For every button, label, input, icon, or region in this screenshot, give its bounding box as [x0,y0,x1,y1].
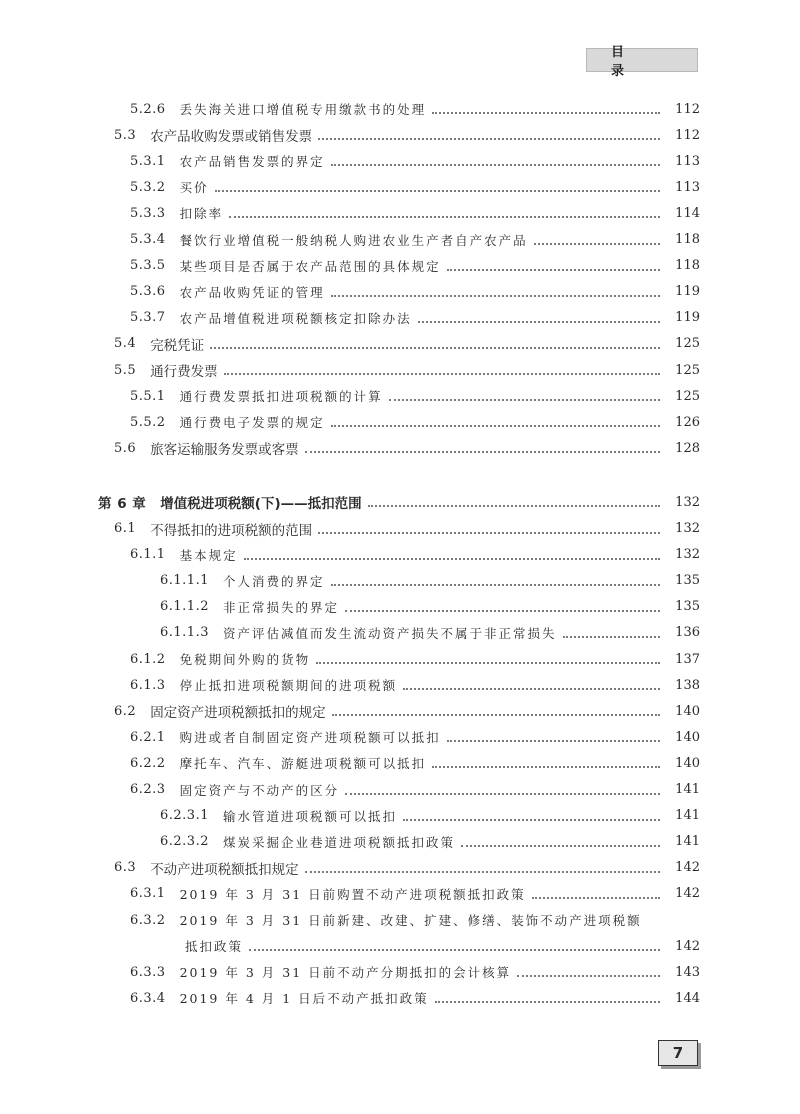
toc-chapter-entry[interactable] [98,490,700,514]
toc-entry-title: 通行费发票 [150,364,218,380]
toc-entry[interactable] [130,751,700,775]
toc-entry-page: 140 [675,703,700,719]
toc-entry-number: 6.2.2 [130,755,166,771]
toc-dot-leader [331,295,660,297]
toc-entry-title: 增值税进项税额(下)——抵扣范围 [160,496,362,513]
toc-entry-page: 142 [675,886,700,902]
toc-entry-title: 通行费发票抵扣进项税额的计算 [179,389,383,405]
toc-entry[interactable] [114,436,700,460]
toc-entry-number: 5.3.4 [130,232,166,247]
toc-entry-title: 抵扣政策 [185,939,244,955]
toc-entry[interactable] [160,830,700,854]
toc-entry-number: 5.2.6 [130,101,166,117]
toc-entry-title: 某些项目是否属于农产品范围的具体规定 [179,258,441,274]
toc-entry[interactable] [160,621,700,645]
toc-entry-title: 旅客运输服务发票或客票 [150,442,299,459]
toc-dot-leader [318,138,660,140]
toc-dot-leader [249,949,660,951]
toc-entry-page: 142 [675,938,700,954]
toc-entry-title: 2019 年 3 月 31 日前购置不动产进项税额抵扣政策 [179,886,526,902]
toc-entry-title: 不动产进项税额抵扣规定 [150,861,299,878]
toc-dot-leader [331,425,660,427]
toc-dot-leader [532,897,660,899]
toc-dot-leader [447,269,660,271]
toc-entry-page: 112 [675,127,700,143]
toc-entry[interactable] [130,149,700,173]
toc-entry[interactable] [130,986,700,1010]
toc-entry[interactable] [160,569,700,593]
toc-entry[interactable] [114,358,700,382]
toc-dot-leader [389,399,660,401]
toc-entry-number: 5.5.1 [130,388,166,404]
toc-entry-number: 5.4 [114,336,137,352]
toc-entry[interactable] [130,725,700,749]
toc-dot-leader [318,532,660,534]
toc-entry-title: 餐饮行业增值税一般纳税人购进农业生产者自产农产品 [179,232,528,248]
toc-entry-number: 6.1.1.2 [160,599,209,615]
toc-dot-leader [432,112,660,114]
toc-entry-number: 第 6 章 [98,496,147,513]
toc-entry-title: 不得抵扣的进项税额的范围 [150,522,313,539]
toc-entry-title: 购进或者自制固定资产进项税额可以抵扣 [179,730,441,746]
toc-dot-leader [210,347,660,349]
toc-entry-page: 144 [675,990,700,1006]
toc-entry-number: 6.2.3 [130,782,166,797]
toc-entry-number: 5.5.2 [130,414,166,430]
toc-entry-page: 142 [675,860,700,876]
toc-entry-number: 6.2.1 [130,729,166,745]
toc-dot-leader [224,373,660,375]
toc-entry-number: 6.2.3.1 [160,808,209,824]
toc-entry[interactable] [160,595,700,619]
toc-entry-title: 农产品销售发票的界定 [179,154,325,170]
toc-entry-number: 5.6 [114,440,137,456]
toc-entry-title: 买价 [179,180,209,196]
toc-entry[interactable] [130,228,700,252]
section-header-tab: 目 录 [586,48,698,72]
toc-entry-number: 5.3.2 [130,179,166,195]
page-number-box: 7 [658,1040,698,1066]
toc-entry-page: 141 [675,782,700,797]
toc-entry[interactable] [130,960,700,984]
toc-entry-page: 140 [675,755,700,771]
toc-entry[interactable] [130,384,700,408]
toc-entry-number: 6.1.1.3 [160,625,209,641]
toc-entry-page: 119 [675,284,700,300]
toc-dot-leader [305,451,660,453]
toc-dot-leader [215,190,660,192]
toc-entry-title: 资产评估减值而发生流动资产损失不属于非正常损失 [222,625,557,641]
toc-entry-page: 128 [675,440,700,456]
toc-dot-leader [432,766,660,768]
toc-entry[interactable] [130,778,700,802]
toc-entry[interactable] [114,332,700,356]
toc-entry-title: 农产品增值税进项税额核定扣除办法 [179,310,412,326]
toc-dot-leader [331,164,660,166]
toc-entry[interactable] [130,254,700,278]
toc-entry-title: 扣除率 [179,206,224,222]
toc-entry[interactable] [130,882,700,906]
toc-entry-page: 135 [675,599,700,615]
toc-entry-title: 2019 年 3 月 31 日前新建、改建、扩建、修缮、装饰不动产进项税额 [179,913,642,928]
toc-entry-page: 113 [675,153,700,169]
toc-entry-page: 125 [675,388,700,404]
toc-entry-number: 5.3.1 [130,153,166,169]
toc-entry-page: 132 [675,521,700,536]
toc-entry[interactable] [130,647,700,671]
toc-entry-title: 输水管道进项税额可以抵扣 [222,808,397,824]
toc-entry[interactable] [114,123,700,147]
toc-entry-number: 6.3.1 [130,886,166,902]
toc-dot-leader [403,819,660,821]
toc-dot-leader [534,243,660,245]
toc-entry-page: 138 [675,677,700,693]
toc-dot-leader [345,610,660,612]
toc-dot-leader [563,636,661,638]
toc-entry-page: 125 [675,336,700,352]
toc-entry-page: 141 [675,834,700,850]
toc-entry-number: 6.3.4 [130,990,166,1006]
toc-dot-leader [316,662,660,664]
toc-entry-number: 5.3 [114,127,137,143]
toc-entry-number: 6.2 [114,703,137,719]
toc-entry-number: 6.3.2 [130,912,166,928]
toc-entry-title: 煤炭采掘企业巷道进项税额抵扣政策 [222,834,455,850]
toc-entry-number: 6.1.2 [130,651,166,667]
toc-entry-title: 丢失海关进口增值税专用缴款书的处理 [179,102,427,117]
toc-dot-leader [461,845,660,847]
toc-entry-title: 固定资产进项税额抵扣的规定 [150,705,326,722]
toc-entry-page: 143 [675,964,700,980]
toc-entry-title: 完税凭证 [150,337,205,354]
toc-entry[interactable] [114,699,700,723]
toc-dot-leader [435,1001,660,1003]
toc-entry[interactable] [114,517,700,541]
toc-entry-number: 6.3 [114,860,137,876]
toc-entry-title: 停止抵扣进项税额期间的进项税额 [179,678,398,694]
toc-entry-title: 基本规定 [179,547,238,563]
toc-entry-number: 5.5 [114,362,137,378]
toc-entry-title: 农产品收购凭证的管理 [179,284,325,300]
toc-entry[interactable] [130,673,700,697]
toc-entry-number: 6.1.1 [130,547,166,563]
toc-entry-page: 141 [675,808,700,824]
toc-entry[interactable] [130,543,700,567]
toc-entry-page: 137 [675,651,700,667]
toc-entry-title: 免税期间外购的货物 [179,652,311,667]
toc-entry-page: 113 [675,179,700,195]
toc-dot-leader [345,793,660,795]
toc-dot-leader [418,321,660,323]
toc-dot-leader [331,584,661,586]
toc-entry-page: 132 [675,547,700,563]
toc-entry-number: 6.3.3 [130,964,166,980]
toc-entry-number: 5.3.7 [130,310,166,326]
toc-entry[interactable] [130,201,700,225]
toc-entry-page: 118 [675,232,700,247]
toc-entry[interactable] [130,306,700,330]
toc-entry-number: 6.1.1.1 [160,573,209,589]
toc-entry-number: 5.3.5 [130,258,166,274]
toc-entry-page: 118 [675,258,700,274]
toc-entry-number: 6.1.3 [130,677,166,693]
toc-entry[interactable] [130,280,700,304]
toc-entry-title: 固定资产与不动产的区分 [179,782,340,798]
toc-entry-title: 非正常损失的界定 [222,599,339,615]
toc-entry-number: 5.3.3 [130,205,166,221]
toc-entry-number: 6.1 [114,521,137,536]
toc-dot-leader [517,975,660,977]
toc-entry[interactable] [130,175,700,199]
toc-entry-page: 125 [675,362,700,378]
toc-dot-leader [403,688,660,690]
toc-entry-page: 136 [675,625,700,641]
toc-entry-page: 112 [675,101,700,117]
toc-entry-number: 6.2.3.2 [160,834,209,850]
toc-entry-title: 通行费电子发票的规定 [179,415,325,431]
toc-entry[interactable] [185,934,700,958]
toc-entry-page: 114 [675,205,700,221]
toc-entry-page: 119 [675,310,700,326]
toc-entry[interactable] [130,908,700,932]
toc-dot-leader [229,216,660,218]
toc-entry-number: 5.3.6 [130,284,166,300]
toc-entry-title: 农产品收购发票或销售发票 [150,129,313,146]
toc-entry[interactable] [130,410,700,434]
toc-entry-page: 132 [675,494,700,510]
toc-dot-leader [368,505,660,507]
toc-dot-leader [244,558,660,560]
toc-entry-title: 2019 年 3 月 31 日前不动产分期抵扣的会计核算 [179,965,512,981]
toc-dot-leader [305,871,660,873]
toc-entry-title: 摩托车、汽车、游艇进项税额可以抵扣 [179,756,427,772]
toc-entry-page: 126 [675,414,700,430]
toc-entry[interactable] [130,97,700,121]
toc-entry-page: 140 [675,729,700,745]
toc-entry[interactable] [160,804,700,828]
toc-entry-title: 个人消费的界定 [222,573,325,589]
toc-entry-page: 135 [675,573,700,589]
toc-dot-leader [332,714,660,716]
toc-entry-title: 2019 年 4 月 1 日后不动产抵扣政策 [179,991,429,1007]
toc-dot-leader [447,740,660,742]
toc-entry[interactable] [114,856,700,880]
